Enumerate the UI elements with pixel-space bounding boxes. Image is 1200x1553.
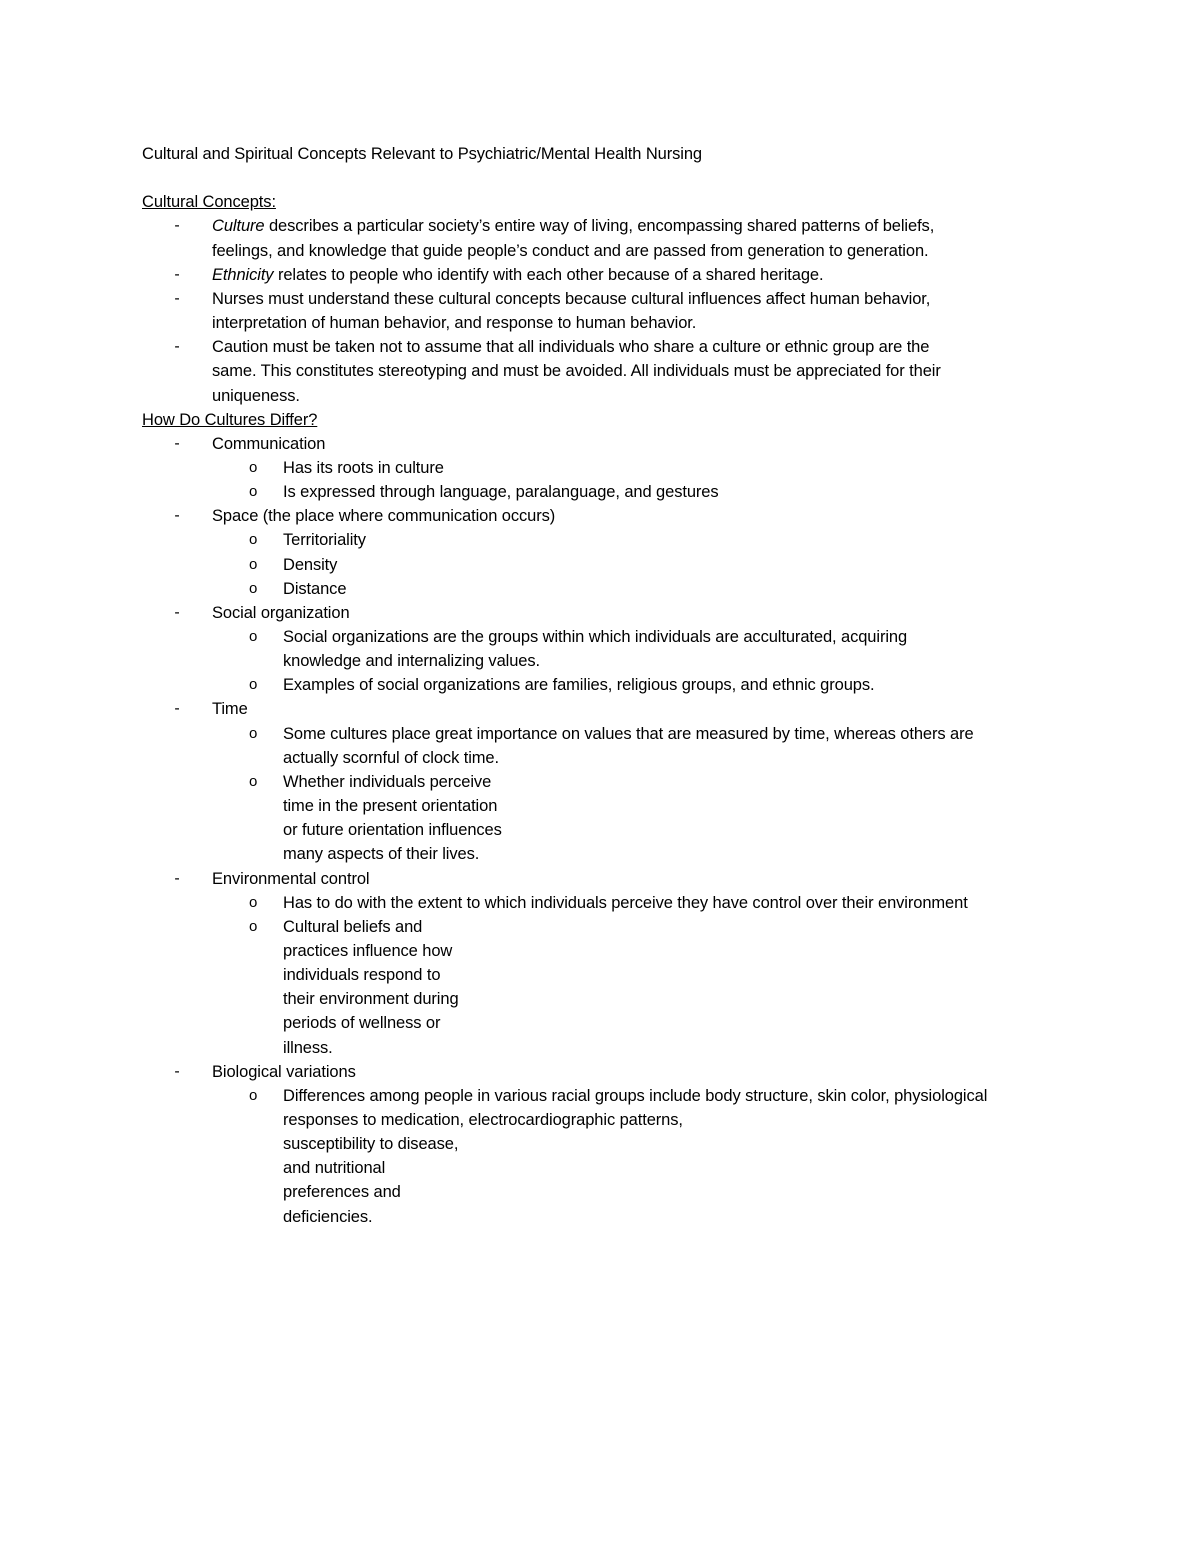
sub-item-text: periods of wellness or bbox=[283, 1014, 441, 1033]
difference-item-label bbox=[212, 869, 369, 889]
sub-item-text: Territoriality bbox=[283, 531, 366, 550]
sub-item-line bbox=[283, 1134, 458, 1154]
sub-item-text: practices influence how bbox=[283, 941, 453, 960]
sub-item-line bbox=[283, 482, 719, 502]
dash-bullet: - bbox=[174, 507, 180, 525]
difference-item-label bbox=[212, 434, 325, 454]
sub-item-line bbox=[283, 555, 337, 575]
concept-item-continuation bbox=[212, 241, 929, 261]
sub-item-line bbox=[283, 917, 422, 937]
sub-item-text: susceptibility to disease, bbox=[283, 1135, 459, 1154]
sub-item-line bbox=[283, 627, 907, 647]
sub-item-text: responses to medication, electrocardiographic patterns, bbox=[283, 1111, 683, 1129]
sub-item-text: deficiencies. bbox=[283, 1207, 373, 1226]
concept-item-continuation bbox=[212, 386, 300, 406]
sub-item-text: Whether individuals perceive bbox=[283, 772, 492, 791]
heading-text: Cultural Concepts: bbox=[142, 193, 276, 212]
concept-item-line bbox=[212, 289, 930, 309]
sub-item-line bbox=[283, 1207, 373, 1227]
sub-item-text: actually scornful of clock time. bbox=[283, 748, 499, 767]
sub-item-line bbox=[283, 941, 452, 961]
circle-bullet: o bbox=[249, 1086, 258, 1104]
concept-text: Caution must be taken not to assume that all individuals who share a culture or ethnic group are the bbox=[212, 338, 930, 357]
title-text: Cultural and Spiritual Concepts Relevant to Psychiatric/Mental Health Nursing bbox=[142, 145, 702, 163]
concept-text: relates to people who identify with each other because of a shared heritage. bbox=[273, 265, 824, 284]
sub-item-text: Distance bbox=[283, 579, 347, 598]
difference-label: Social organization bbox=[212, 603, 350, 622]
dash-bullet: - bbox=[174, 265, 180, 283]
circle-bullet: o bbox=[249, 772, 258, 790]
sub-item-line bbox=[283, 1013, 440, 1033]
circle-bullet: o bbox=[249, 676, 258, 694]
concept-text: interpretation of human behavior, and response to human behavior. bbox=[212, 314, 697, 333]
sub-item-line bbox=[283, 989, 459, 1009]
difference-item-label bbox=[212, 1062, 356, 1082]
sub-item-line bbox=[283, 965, 440, 985]
sub-item-text: time in the present orientation bbox=[283, 797, 498, 816]
difference-label: Environmental control bbox=[212, 869, 370, 888]
concept-item-line bbox=[212, 337, 929, 357]
concept-term: Ethnicity bbox=[212, 265, 274, 284]
sub-item-line bbox=[283, 820, 502, 840]
sub-item-text: knowledge and internalizing values. bbox=[283, 652, 541, 671]
sub-item-text: and nutritional bbox=[283, 1159, 386, 1178]
dash-bullet: - bbox=[174, 603, 180, 621]
sub-item-line bbox=[283, 675, 875, 695]
circle-bullet: o bbox=[249, 531, 258, 549]
concept-text: Nurses must understand these cultural concepts because cultural influences affect human behavior, bbox=[212, 289, 931, 308]
sub-item-text: Has its roots in culture bbox=[283, 458, 444, 477]
dash-bullet: - bbox=[174, 869, 180, 887]
circle-bullet: o bbox=[249, 893, 258, 911]
dash-bullet: - bbox=[174, 700, 180, 718]
concept-text: uniqueness. bbox=[212, 386, 300, 405]
sub-item-text: Has to do with the extent to which individuals perceive they have control over their environment bbox=[283, 893, 968, 912]
circle-bullet: o bbox=[249, 579, 258, 597]
sub-item-text: Some cultures place great importance on values that are measured by time, whereas others are bbox=[283, 724, 974, 743]
concept-item-line bbox=[212, 265, 823, 285]
circle-bullet: o bbox=[249, 555, 258, 573]
concept-item-continuation bbox=[212, 313, 696, 333]
concept-item-line bbox=[212, 216, 934, 236]
sub-item-text: preferences and bbox=[283, 1183, 401, 1202]
concept-term: Culture bbox=[212, 217, 265, 236]
sub-item-line bbox=[283, 579, 346, 599]
sub-item-line bbox=[283, 796, 497, 816]
circle-bullet: o bbox=[249, 628, 258, 645]
sub-item-line bbox=[283, 1086, 987, 1106]
dash-bullet: - bbox=[174, 217, 180, 235]
concept-text: feelings, and knowledge that guide people’s conduct and are passed from generation to generation. bbox=[212, 241, 929, 260]
concept-item-continuation bbox=[212, 361, 941, 381]
sub-item-line bbox=[283, 1038, 333, 1058]
difference-item-label bbox=[212, 506, 555, 526]
document-title bbox=[142, 144, 702, 164]
section-heading-cultural-concepts bbox=[142, 192, 276, 212]
sub-item-text: Density bbox=[283, 555, 338, 574]
sub-item-line bbox=[283, 844, 479, 864]
sub-item-text: Cultural beliefs and bbox=[283, 917, 423, 936]
sub-item-text: their environment during bbox=[283, 990, 459, 1009]
sub-item-text: Is expressed through language, paralanguage, and gestures bbox=[283, 483, 719, 502]
sub-item-line bbox=[283, 651, 540, 671]
heading-text: How Do Cultures Differ? bbox=[142, 410, 318, 429]
dash-bullet: - bbox=[174, 434, 180, 452]
sub-item-line bbox=[283, 1158, 385, 1178]
difference-item-label bbox=[212, 699, 248, 719]
concept-text: same. This constitutes stereotyping and must be avoided. All individuals must be appreciated for their bbox=[212, 362, 941, 381]
dash-bullet: - bbox=[174, 338, 180, 356]
sub-item-line bbox=[283, 893, 968, 913]
sub-item-text: Differences among people in various racial groups include body structure, skin color, physiological bbox=[283, 1086, 988, 1105]
sub-item-line bbox=[283, 530, 366, 550]
sub-item-line bbox=[283, 1182, 401, 1202]
difference-label: Time bbox=[212, 700, 248, 719]
dash-bullet: - bbox=[174, 1062, 180, 1080]
difference-label: Biological variations bbox=[212, 1062, 356, 1081]
difference-item-label bbox=[212, 603, 350, 623]
sub-item-text: many aspects of their lives. bbox=[283, 845, 480, 864]
circle-bullet: o bbox=[249, 917, 258, 935]
sub-item-line bbox=[283, 772, 491, 792]
sub-item-text: or future orientation influences bbox=[283, 821, 502, 840]
sub-item-line bbox=[283, 1110, 683, 1130]
circle-bullet: o bbox=[249, 458, 258, 476]
sub-item-line bbox=[283, 724, 974, 744]
difference-label: Communication bbox=[212, 434, 326, 453]
difference-label: Space (the place where communication occurs) bbox=[212, 507, 556, 526]
sub-item-text: Examples of social organizations are families, religious groups, and ethnic groups. bbox=[283, 676, 875, 695]
sub-item-text: individuals respond to bbox=[283, 966, 441, 985]
dash-bullet: - bbox=[174, 289, 180, 307]
section-heading-how-cultures-differ bbox=[142, 410, 317, 430]
concept-text: describes a particular society’s entire way of living, encompassing shared patterns of beliefs, bbox=[264, 217, 935, 236]
circle-bullet: o bbox=[249, 724, 258, 742]
sub-item-text: Social organizations are the groups within which individuals are acculturated, acquiring bbox=[283, 628, 908, 646]
sub-item-line bbox=[283, 748, 499, 768]
sub-item-line bbox=[283, 458, 444, 478]
circle-bullet: o bbox=[249, 483, 258, 501]
sub-item-text: illness. bbox=[283, 1038, 333, 1057]
